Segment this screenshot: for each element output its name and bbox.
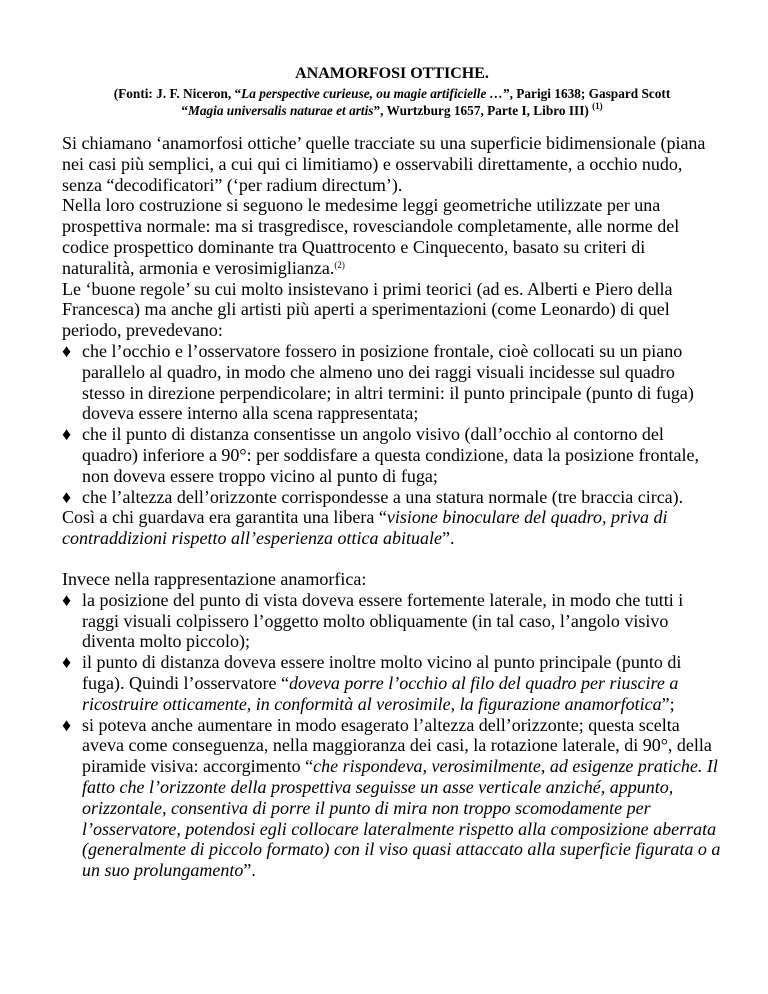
- diamond-bullet-icon: ♦: [62, 652, 72, 673]
- footnote-ref: (2): [334, 259, 345, 270]
- diamond-bullet-icon: ♦: [62, 340, 72, 361]
- document-page: [62, 64, 722, 881]
- list-item-text: che il punto di distanza consentisse un angolo visivo (dall’occhio al contorno del quadro) inferiore a 90°: per soddisfare a questa condizione, data la posizione frontale, non doveva essere troppo vicino al punto di fuga;: [82, 424, 699, 486]
- paragraph: Le ‘buone regole’ su cui molto insistevano i primi teorici (ad es. Alberti e Piero della Francesca) ma anche gli artisti più aperti a sperimentazioni (come Leonardo) di quel periodo, prevedevano:: [62, 278, 673, 341]
- sources-text: (Fonti: J. F. Niceron, “: [113, 86, 242, 101]
- source-work-title: La perspective curieuse, ou magie artificielle …: [241, 86, 503, 101]
- source-work-title: Magia universalis naturae et artis: [188, 103, 374, 118]
- list-item-text: ”.: [243, 860, 256, 881]
- list-item: [62, 652, 722, 714]
- list-item-text: ”;: [661, 693, 675, 714]
- diamond-bullet-icon: ♦: [62, 486, 72, 507]
- quotation: doveva porre l’occhio al filo del quadro per riuscire a ricostruire otticamente, in conformità al verosimile, la figurazione anamorfotica: [82, 672, 679, 714]
- sources-line: [62, 85, 722, 119]
- document-body: [62, 133, 722, 881]
- paragraph-text: ”.: [441, 528, 455, 549]
- list-item-text: il punto di distanza doveva essere inoltre molto vicino al punto principale (punto di fuga). Quindi l’osservatore “: [82, 652, 682, 693]
- sources-text: ”, Parigi 1638; Gaspard Scott: [502, 86, 671, 101]
- diamond-bullet-icon: ♦: [62, 424, 72, 445]
- quotation: visione binoculare del quadro, priva di contraddizioni rispetto all’esperienza ottica abituale: [62, 507, 668, 549]
- list-item: [62, 487, 722, 508]
- document-title: ANAMORFOSI OTTICHE.: [295, 65, 489, 82]
- paragraph: [62, 507, 722, 549]
- list-item: [62, 590, 722, 652]
- list-item-text: si poteva anche aumentare in modo esagerato l’altezza dell’orizzonte; questa scelta aveva come conseguenza, nella maggioranza dei casi, la rotazione laterale, di 90°, della piramide visiva: accorgimento “: [82, 714, 712, 777]
- quotation: che rispondeva, verosimilmente, ad esigenze pratiche. Il fatto che l’orizzonte della prospettiva seguisse un asse verticale anziché, appunto, orizzontale, consentiva di porre il punto di mira non troppo scomodamente per l’osservatore, potendosi egli collocare lateralmente rispetto alla composizione aberrata (generalmente di piccolo formato) con il viso quasi attaccato alla superficie figurata o a un suo prolungamento: [82, 756, 721, 881]
- rules-list: [62, 341, 722, 507]
- diamond-bullet-icon: ♦: [62, 589, 72, 610]
- list-item-text: la posizione del punto di vista doveva essere fortemente laterale, in modo che tutti i raggi visuali colpissero l’oggetto molto obliquamente (in tal caso, l’angolo visivo diventa molto piccolo);: [82, 589, 684, 652]
- sources-text: “: [181, 103, 189, 118]
- paragraph-text: Così a chi guardava era garantita una libera “: [62, 507, 387, 528]
- paragraph-gap: [62, 549, 722, 569]
- anamorphic-list: [62, 590, 722, 881]
- paragraph: Si chiamano ‘anamorfosi ottiche’ quelle tracciate su una superficie bidimensionale (piana nei casi più semplici, a cui qui ci limitiamo) e osservabili direttamente, a occhio nudo, senza “decodificatori” (‘per radium directum’).: [62, 133, 706, 195]
- list-item: [62, 341, 722, 424]
- footnote-ref: (1): [592, 101, 603, 111]
- list-item: [62, 424, 722, 486]
- paragraph-text: Nella loro costruzione si seguono le medesime leggi geometriche utilizzate per una prospettiva normale: ma si trasgredisce, rovesciandole completamente, alle norme del codice prospettico dominante tra Quattrocento e Cinquecento, basato su criteri di naturalità, armonia e verosimiglianza.: [62, 195, 680, 278]
- list-item-text: che l’altezza dell’orizzonte corrispondesse a una statura normale (tre braccia circa).: [82, 486, 684, 507]
- list-item-text: che l’occhio e l’osservatore fossero in posizione frontale, cioè collocati su un piano parallelo al quadro, in modo che almeno uno dei raggi visuali incidesse sul quadro stesso in direzione perpendicolare; in altri termini: il punto principale (punto di fuga) doveva essere interno alla scena rappresentata;: [82, 340, 694, 424]
- paragraph: [62, 195, 722, 278]
- sources-text: ”, Wurtzburg 1657, Parte I, Libro III): [373, 103, 589, 118]
- diamond-bullet-icon: ♦: [62, 714, 72, 735]
- list-item: [62, 715, 722, 881]
- paragraph: Invece nella rappresentazione anamorfica:: [62, 568, 367, 589]
